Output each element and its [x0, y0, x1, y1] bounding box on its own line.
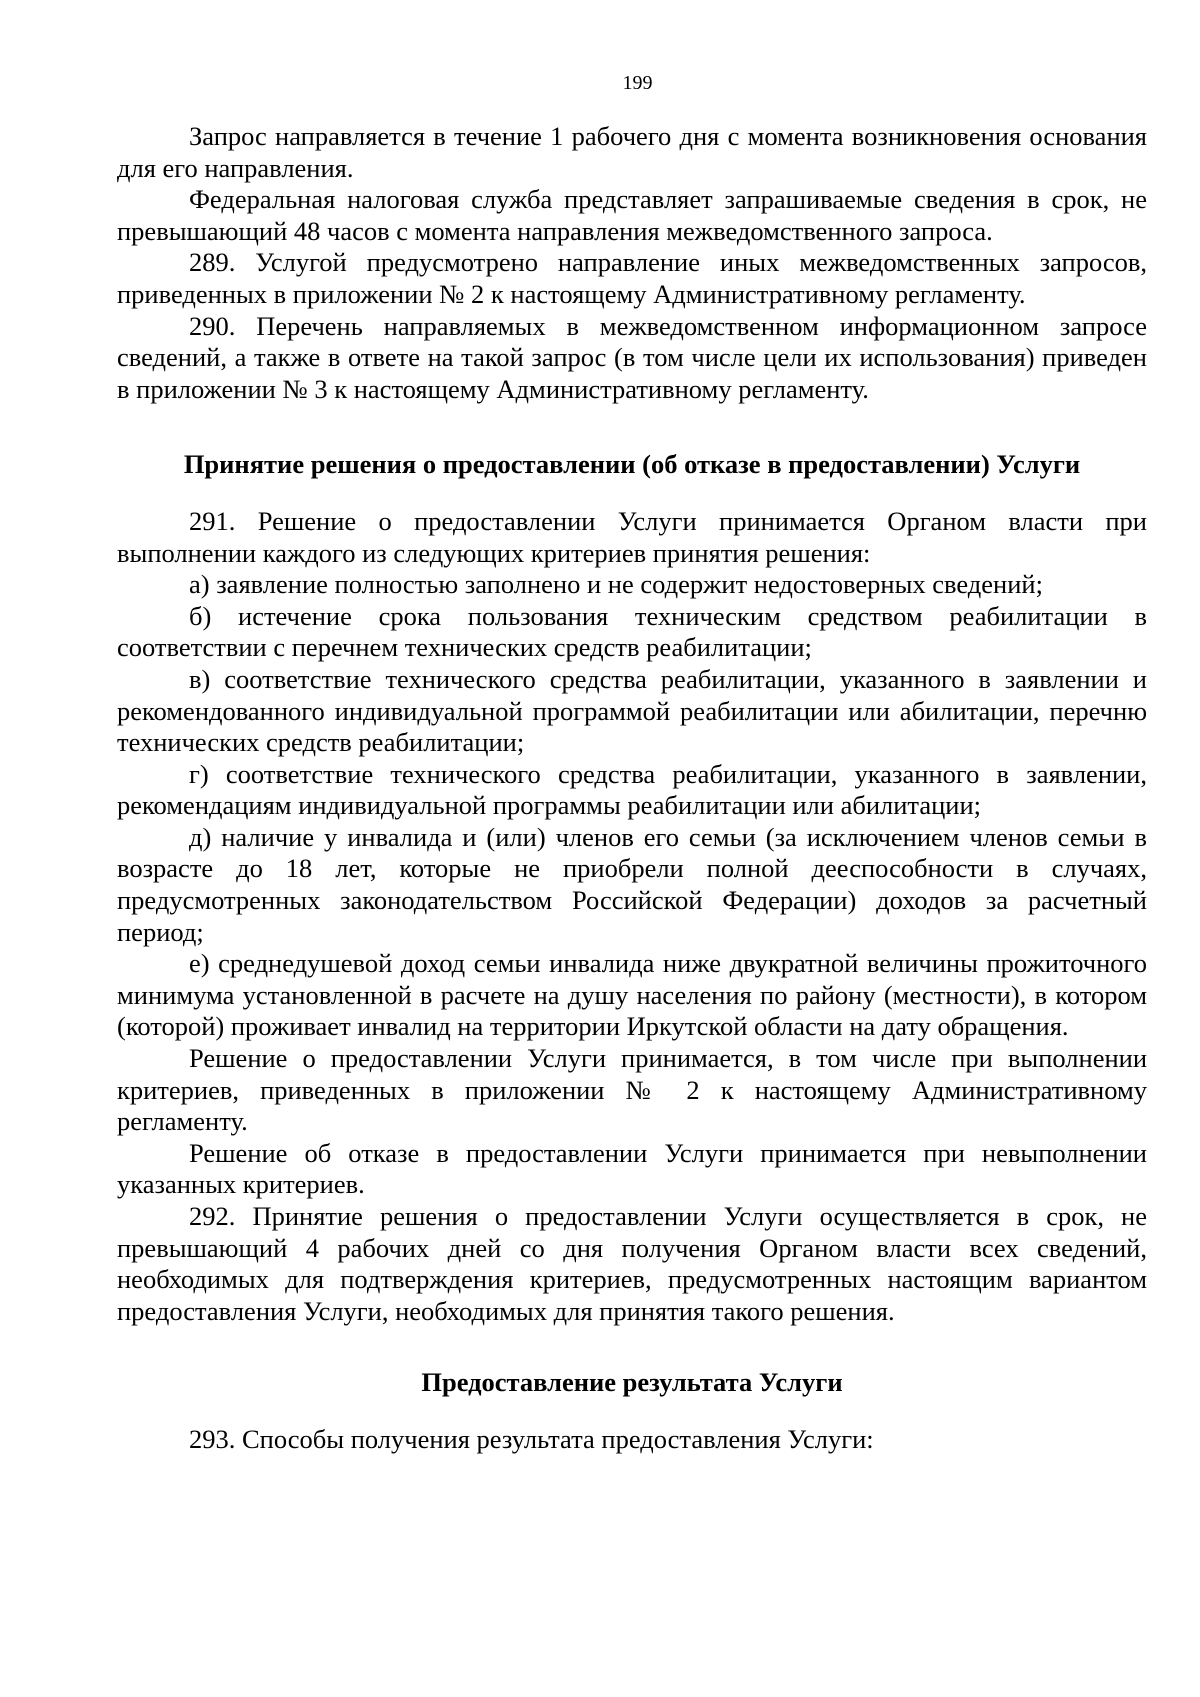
criterion-item: в) соответствие технического средства реабилитации, указанного в заявлении и рекомендованного индивидуальной программой реабилитации или абилитации, перечню технических средств реабилитации; [117, 663, 1147, 758]
criterion-item: а) заявление полностью заполнено и не содержит недостоверных сведений; [189, 569, 1043, 600]
paragraph: Решение об отказе в предоставлении Услуги принимается при невыполнении указанных критериев. [117, 1137, 1147, 1200]
criterion-item: д) наличие у инвалида и (или) членов его семьи (за исключением членов семьи в возрасте до 18 лет, которые не приобрели полной дееспособности в случаях, предусмотренных законодательством Российской Федерации) доходов за расчетный период; [117, 821, 1147, 947]
document-body [117, 121, 1147, 1456]
paragraph: 289. Услугой предусмотрено направление иных межведомственных запросов, приведенных в приложении № 2 к настоящему Административному регламенту. [117, 247, 1147, 309]
section-heading-decision: Принятие решения о предоставлении (об отказе в предоставлении) Услуги [183, 449, 1081, 480]
paragraph: 291. Решение о предоставлении Услуги принимается Органом власти при выполнении каждого из следующих критериев принятия решения: [117, 505, 1147, 568]
criterion-item: е) среднедушевой доход семьи инвалида ниже двукратной величины прожиточного минимума установленной в расчете на душу населения по району (местности), в котором (которой) проживает инвалид на территории Иркутской области на дату обращения. [117, 948, 1147, 1042]
criterion-item: г) соответствие технического средства реабилитации, указанного в заявлении, рекомендациям индивидуальной программы реабилитации или абилитации; [117, 758, 1147, 821]
paragraph: 293. Способы получения результата предоставления Услуги: [189, 1423, 874, 1454]
page-number: 199 [622, 72, 653, 94]
paragraph: Запрос направляется в течение 1 рабочего дня с момента возникновения основания для его направления. [117, 121, 1147, 183]
paragraph: Решение о предоставлении Услуги принимается, в том числе при выполнении критериев, приведенных в приложении № 2 к настоящему Административному регламенту. [117, 1043, 1147, 1137]
section-heading-result: Предоставление результата Услуги [421, 1367, 843, 1398]
criterion-item: б) истечение срока пользования техническим средством реабилитации в соответствии с перечнем технических средств реабилитации; [117, 600, 1147, 663]
paragraph: 290. Перечень направляемых в межведомственном информационном запросе сведений, а также в ответе на такой запрос (в том числе цели их использования) приведен в приложении № 3 к настоящему Административному регламенту. [117, 310, 1147, 404]
paragraph: Федеральная налоговая служба представляет запрашиваемые сведения в срок, не превышающий 48 часов с момента направления межведомственного запроса. [117, 184, 1147, 246]
paragraph: 292. Принятие решения о предоставлении Услуги осуществляется в срок, не превышающий 4 рабочих дней со дня получения Органом власти всех сведений, необходимых для подтверждения критериев, предусмотренных настоящим вариантом предоставления Услуги, необходимых для принятия такого решения. [117, 1201, 1147, 1326]
